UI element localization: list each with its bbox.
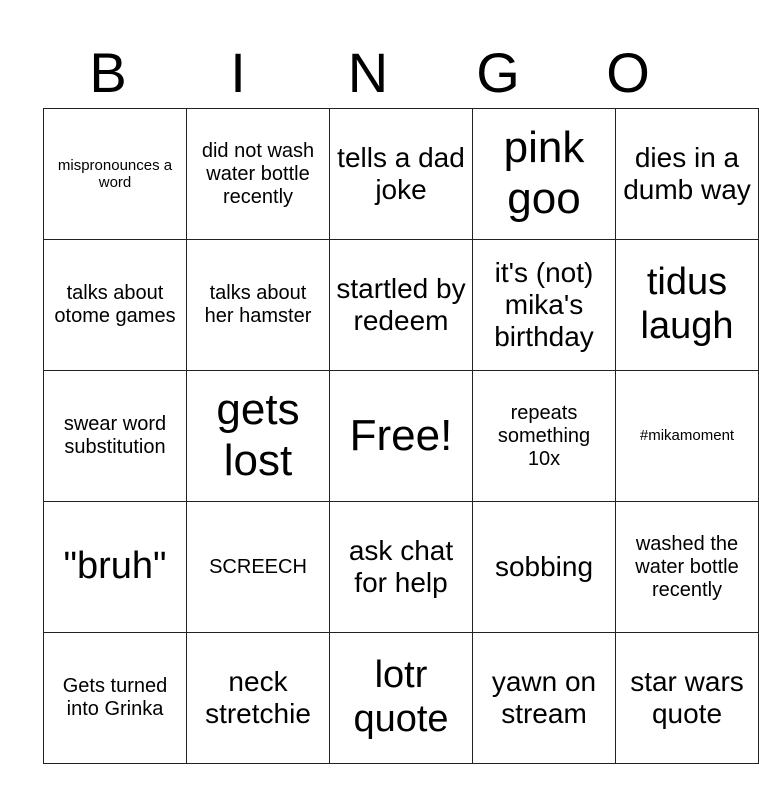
board-row — [44, 371, 759, 502]
bingo-cell[interactable]: "bruh" — [44, 502, 187, 633]
header-letter-i: I — [230, 41, 246, 104]
bingo-cell[interactable]: repeats something 10x — [473, 371, 616, 502]
header-letter-o: O — [606, 41, 650, 104]
header-letter-g: G — [476, 41, 520, 104]
bingo-cell[interactable]: Gets turned into Grinka — [44, 633, 187, 764]
bingo-cell[interactable]: yawn on stream — [473, 633, 616, 764]
bingo-board — [43, 108, 759, 764]
board-row — [44, 633, 759, 764]
bingo-cell[interactable]: swear word substitution — [44, 371, 187, 502]
bingo-cell[interactable]: star wars quote — [616, 633, 759, 764]
bingo-cell[interactable]: sobbing — [473, 502, 616, 633]
bingo-header — [43, 38, 693, 108]
bingo-cell[interactable]: lotr quote — [330, 633, 473, 764]
header-letter-b: B — [89, 41, 127, 104]
board-row — [44, 502, 759, 633]
board-row — [44, 240, 759, 371]
bingo-cell[interactable]: SCREECH — [187, 502, 330, 633]
free-space-cell[interactable]: Free! — [330, 371, 473, 502]
bingo-cell[interactable]: it's (not) mika's birthday — [473, 240, 616, 371]
bingo-cell[interactable]: dies in a dumb way — [616, 109, 759, 240]
bingo-cell[interactable]: neck stretchie — [187, 633, 330, 764]
bingo-cell[interactable]: mispronounces a word — [44, 109, 187, 240]
bingo-cell[interactable]: tells a dad joke — [330, 109, 473, 240]
bingo-cell[interactable]: talks about otome games — [44, 240, 187, 371]
header-letter-n: N — [347, 41, 389, 104]
bingo-cell[interactable]: tidus laugh — [616, 240, 759, 371]
bingo-cell[interactable]: talks about her hamster — [187, 240, 330, 371]
bingo-cell[interactable]: #mikamoment — [616, 371, 759, 502]
bingo-cell[interactable]: pink goo — [473, 109, 616, 240]
bingo-cell[interactable]: did not wash water bottle recently — [187, 109, 330, 240]
bingo-cell[interactable]: ask chat for help — [330, 502, 473, 633]
bingo-cell[interactable]: startled by redeem — [330, 240, 473, 371]
bingo-cell[interactable]: washed the water bottle recently — [616, 502, 759, 633]
bingo-cell[interactable]: gets lost — [187, 371, 330, 502]
board-row — [44, 109, 759, 240]
